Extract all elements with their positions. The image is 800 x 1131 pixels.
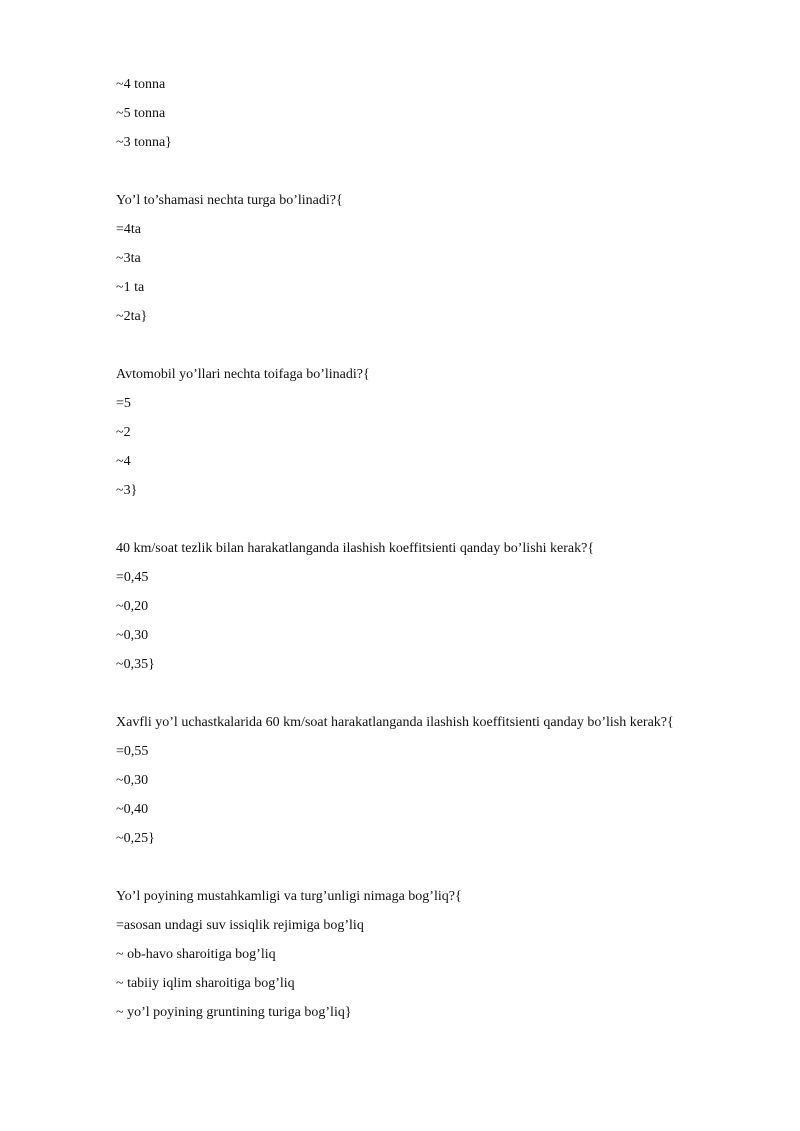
question-text: Xavfli yo’l uchastkalarida 60 km/soat harakatlanganda ilashish koeffitsienti qanday bo’lish kerak?{: [116, 715, 674, 730]
answer-option: ~3 tonna}: [116, 135, 172, 150]
answer-option: ~3}: [116, 483, 138, 498]
question-text: 40 km/soat tezlik bilan harakatlanganda ilashish koeffitsienti qanday bo’lishi kerak?{: [116, 541, 595, 556]
answer-option: =0,55: [116, 744, 149, 759]
answer-option: ~0,40: [116, 802, 149, 817]
answer-option: ~0,20: [116, 599, 149, 614]
answer-option: ~0,25}: [116, 831, 155, 846]
answer-option: =asosan undagi suv issiqlik rejimiga bog’liq: [116, 918, 364, 933]
question-text: Yo’l to’shamasi nechta turga bo’linadi?{: [116, 193, 343, 208]
answer-option: =0,45: [116, 570, 149, 585]
answer-option: ~ yo’l poyining gruntining turiga bog’liq}: [116, 1005, 352, 1020]
answer-option: ~5 tonna: [116, 106, 166, 121]
answer-option: ~3ta: [116, 251, 141, 266]
answer-option: ~2ta}: [116, 309, 148, 324]
answer-option: ~0,30: [116, 628, 149, 643]
answer-option: ~0,30: [116, 773, 149, 788]
answer-option: ~ tabiiy iqlim sharoitiga bog’liq: [116, 976, 295, 991]
answer-option: ~4: [116, 454, 131, 469]
answer-option: ~0,35}: [116, 657, 155, 672]
answer-option: ~2: [116, 425, 131, 440]
question-text: Yo’l poyining mustahkamligi va turg’unligi nimaga bog’liq?{: [116, 889, 462, 904]
answer-option: =5: [116, 396, 131, 411]
answer-option: =4ta: [116, 222, 141, 237]
question-text: Avtomobil yo’llari nechta toifaga bo’linadi?{: [116, 367, 370, 382]
answer-option: ~1 ta: [116, 280, 145, 295]
answer-option: ~4 tonna: [116, 77, 166, 92]
answer-option: ~ ob-havo sharoitiga bog’liq: [116, 947, 276, 962]
